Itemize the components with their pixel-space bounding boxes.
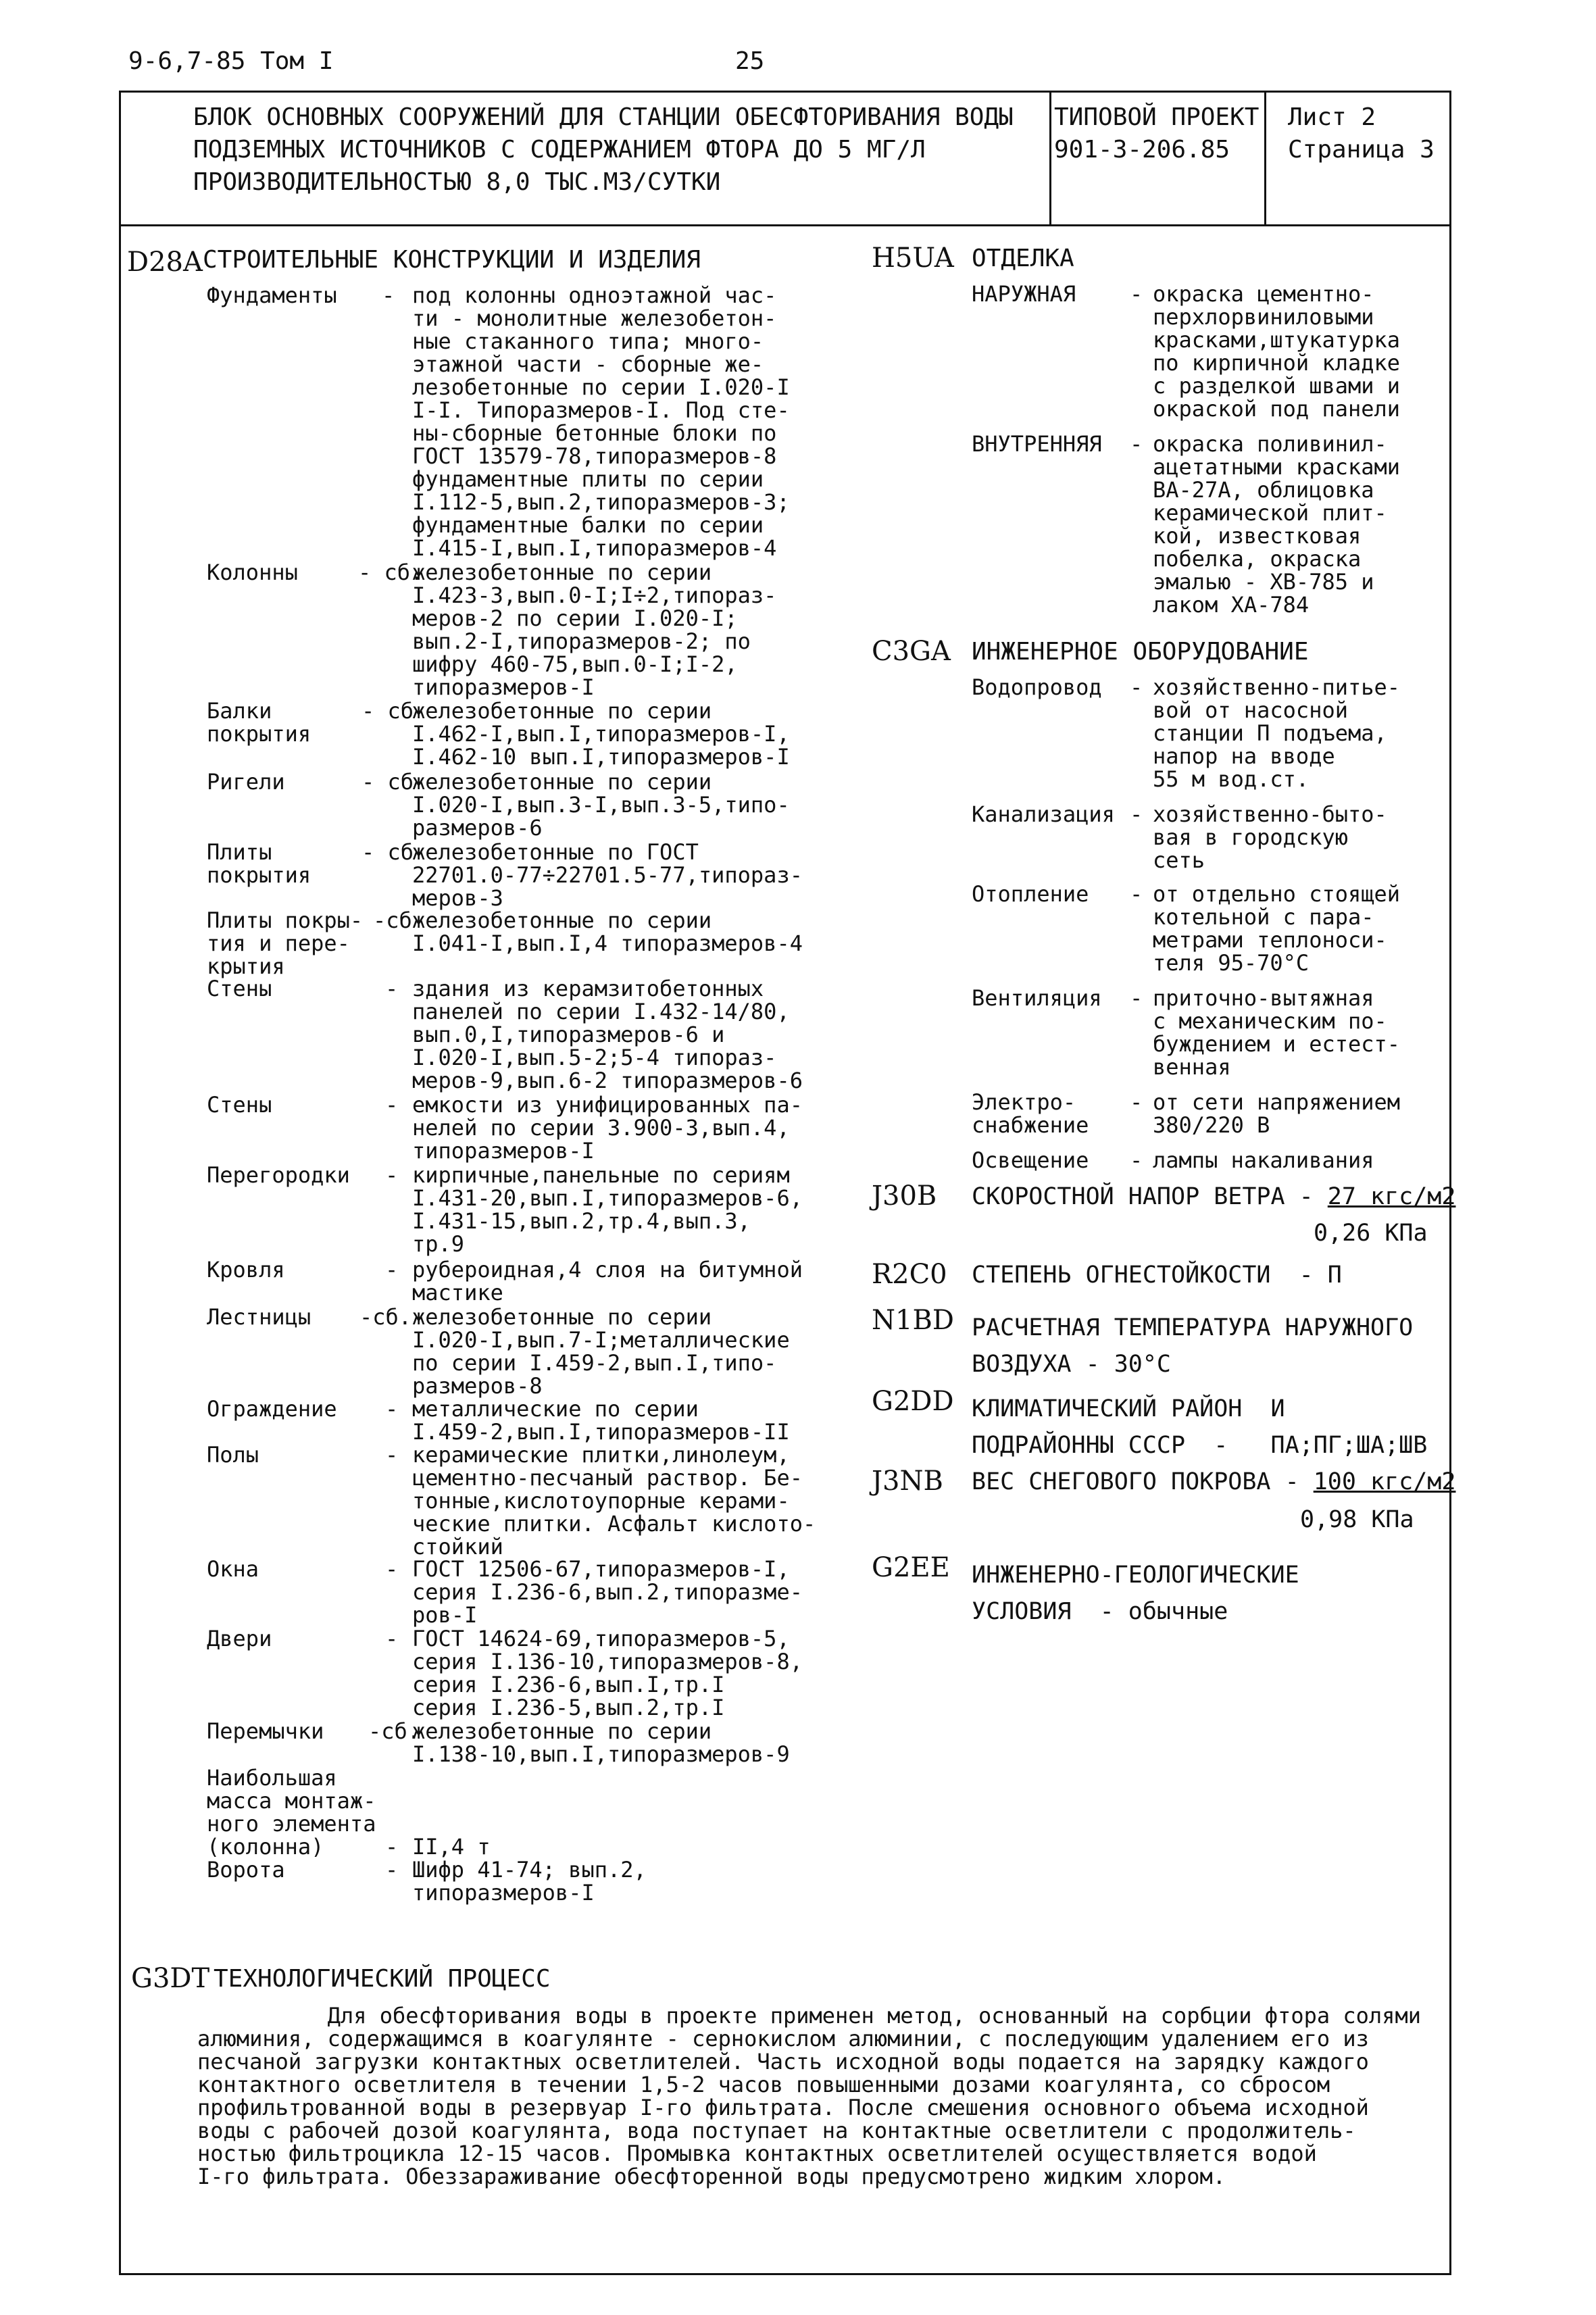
item-label: Плиты покры- тия и пере- крытия [207,907,364,979]
item-text: ГОСТ 12506-67,типоразмеров-I, серия I.236-6,вып.2,типоразме- ров-I [412,1556,803,1628]
climate-text: КЛИМАТИЧЕСКИЙ РАЙОН И ПОДРАЙОННЫ СССР - ПА;ПГ;ША;ШВ [972,1395,1428,1459]
item-label: Лестницы [207,1304,311,1330]
section-code: D28A [127,247,203,278]
item-label: Ворота [207,1857,285,1883]
item-label: Стены [207,1092,272,1118]
process-heading: ТЕХНОЛОГИЧЕСКИЙ ПРОЦЕСС [214,1965,551,1993]
project-title: БЛОК ОСНОВНЫХ СООРУЖЕНИЙ ДЛЯ СТАНЦИИ ОБЕСФТОРИВАНИЯ ВОДЫ ПОДЗЕМНЫХ ИСТОЧНИКОВ С СОДЕРЖАНИЕМ ФТОРА ДО 5 МГ/Л ПРОИЗВОДИТЕЛЬНОСТЬЮ 8,0 ТЫС.М3/СУТКИ [193,103,1014,196]
stamp-divider-1 [1049,91,1051,226]
item-dash: -сб. [368,1718,421,1744]
finish-dash: - [1130,431,1143,457]
item-label: Двери [207,1626,272,1651]
page-number: 25 [735,47,765,75]
item-dash: - сб [361,769,414,795]
item-label: Окна [207,1556,259,1582]
item-dash: - [385,1092,399,1118]
item-dash: - [385,1442,399,1468]
fire-code: R2C0 [872,1259,947,1290]
finish-heading: ОТДЕЛКА [972,245,1074,272]
geo-text: ИНЖЕНЕРНО-ГЕОЛОГИЧЕСКИЕ УСЛОВИЯ - обычные [972,1562,1299,1625]
eng-text: от отдельно стоящей котельной с пара- метрами теплоноси- теля 95-70°С [1153,881,1401,976]
frame-bottom [119,2273,1451,2275]
item-text: Шифр 41-74; вып.2, типоразмеров-I [412,1857,647,1906]
eng-text: приточно-вытяжная с механическим по- буждением и естест- венная [1153,985,1401,1080]
finish-outer-label: НАРУЖНАЯ [972,281,1076,307]
snow-code: J3NB [872,1466,943,1497]
item-dash: - [382,282,395,308]
item-dash: - [385,1834,399,1860]
eng-dash: - [1130,674,1143,700]
wind-value-kpa: 0,26 КПа [1314,1220,1428,1247]
item-text: железобетонные по серии I.020-I,вып.3-I,вып.3-5,типо- размеров-6 [412,769,790,841]
item-label: Плиты покрытия [207,839,311,888]
frame-top [119,91,1451,93]
item-dash: - сб. [358,559,424,585]
eng-label: Отопление [972,881,1089,907]
item-dash: - сб [361,698,414,724]
item-text: ГОСТ 14624-69,типоразмеров-5, серия I.136-10,типоразмеров-8, серия I.236-6,вып.I,тр.I серия I.236-5,вып.2,тр.I [412,1626,803,1720]
eng-dash: - [1130,881,1143,907]
eng-label: Канализация [972,801,1115,827]
eng-dash: - [1130,1147,1143,1173]
finish-dash: - [1130,281,1143,307]
item-text: здания из керамзитобетонных панелей по серии I.432-14/80, вып.0,I,типоразмеров-6 и I.020-I,вып.5-2;5-4 типораз- меров-9,вып.6-2 типоразмеров-6 [412,976,803,1093]
item-text: железобетонные по серии I.020-I,вып.7-I;металлические по серии I.459-2,вып.I,типо- размеров-8 [412,1304,790,1399]
eng-label: Освещение [972,1147,1089,1173]
item-label: Балки покрытия [207,698,311,747]
project-number: ТИПОВОЙ ПРОЕКТ 901-3-206.85 [1054,103,1260,164]
eng-text: хозяйственно-питье- вой от насосной станции П подъема, напор на вводе 55 м вод.ст. [1153,674,1401,792]
item-label: Ригели [207,769,285,795]
eng-text: от сети напряжением 380/220 В [1153,1089,1401,1138]
eng-text: лампы накаливания [1153,1147,1374,1173]
frame-left [119,91,121,2274]
item-dash: - [385,1396,399,1422]
item-dash: - сб [361,839,414,865]
item-text: железобетонные по серии I.423-3,вып.0-I;I÷2,типораз- меров-2 по серии I.020-I; вып.2-I,типоразмеров-2; по шифру 460-75,вып.0-I;I-2, типоразмеров-I [412,559,777,700]
item-label: Полы [207,1442,259,1468]
geo-code: G2EE [872,1552,950,1583]
item-label: Колонны [207,559,298,585]
finish-inner-label: ВНУТРЕННЯЯ [972,431,1102,457]
process-text: Для обесфторивания воды в проекте применен метод, основанный на сорбции фтора солями алюминия, содержащимся в коагулянте - сернокислом алюминии, с последующим удалением его из песчаной загрузки контактных осветлителей. Часть исходной воды подается на зарядку каждого контактного осветлителя в течении 1,5-2 часов повышенными дозами коагулянта, со сбросом профильтрованной воды в резервуар I-го фильтрата. После смешения основного объема исходной воды с рабочей дозой коагулянта, вода поступает на контактные осветлители с продолжитель- ностью фильтроцикла 12-15 часов. Промывка контактных осветлителей осуществляется водой I-го фильтрата. Обеззараживание обесфторенной воды предусмотрено жидким хлором. [197,2003,1421,2189]
snow-text: ВЕС СНЕГОВОГО ПОКРОВА - 100 кгс/м2 [972,1468,1456,1495]
item-text: металлические по серии I.459-2,вып.I,типоразмеров-II [412,1396,790,1445]
snow-value-kpa: 0,98 КПа [1300,1506,1414,1533]
item-dash: - [385,1162,399,1188]
eng-dash: - [1130,985,1143,1011]
temp-text: РАСЧЕТНАЯ ТЕМПЕРАТУРА НАРУЖНОГО ВОЗДУХА - 30°С [972,1314,1414,1378]
wind-value: 27 кгс/м2 [1327,1183,1456,1210]
item-text: железобетонные по серии I.041-I,вып.I,4 типоразмеров-4 [412,907,803,956]
item-text: емкости из унифицированных па- нелей по серии 3.900-3,вып.4, типоразмеров-I [412,1092,803,1164]
stamp-bottom [119,224,1451,226]
finish-inner-text: окраска поливинил- ацетатными красками ВА-27А, облицовка керамической плит- кой, известковая побелка, окраска эмалью - ХВ-785 и лаком ХА-784 [1153,431,1401,618]
item-text: керамические плитки,линолеум, цементно-песчаный раствор. Бе- тонные,кислотоупорные керами- ческие плитки. Асфальт кислото- стойкий [412,1442,816,1560]
item-text: II,4 т [412,1834,491,1860]
item-dash: - [385,1556,399,1582]
item-label: Фундаменты [207,282,337,308]
fire-text: СТЕПЕНЬ ОГНЕСТОЙКОСТИ - П [972,1262,1342,1289]
stamp-divider-2 [1264,91,1266,226]
climate-code: G2DD [872,1386,954,1417]
doc-code: 9-6,7-85 Том I [128,47,334,75]
engineering-code: C3GA [872,636,951,667]
item-label: Кровля [207,1257,285,1283]
wind-code: J30B [872,1180,937,1212]
eng-dash: - [1130,801,1143,827]
item-text: железобетонные по ГОСТ 22701.0-77÷22701.5-77,типораз- меров-3 [412,839,803,911]
item-label: Ограждение [207,1396,337,1422]
item-dash: - [385,1257,399,1283]
finish-outer-text: окраска цементно- перхлорвиниловыми красками,штукатурка по кирпичной кладке с разделкой швами и окраской под панели [1153,281,1401,422]
item-label: Стены [207,976,272,1001]
frame-right [1449,91,1451,2274]
eng-text: хозяйственно-быто- вая в городскую сеть [1153,801,1387,873]
sheet-info: Лист 2 Страница 3 [1288,103,1435,164]
wind-text: СКОРОСТНОЙ НАПОР ВЕТРА - 27 кгс/м2 [972,1183,1456,1210]
section-heading: СТРОИТЕЛЬНЫЕ КОНСТРУКЦИИ И ИЗДЕЛИЯ [203,246,701,274]
temp-code: N1BD [872,1305,954,1336]
eng-dash: - [1130,1089,1143,1115]
snow-value: 100 кгс/м2 [1313,1468,1456,1495]
item-text: кирпичные,панельные по сериям I.431-20,вып.I,типоразмеров-6, I.431-15,вып.2,тр.4,вып.3, тр.9 [412,1162,803,1257]
item-label: Перемычки [207,1718,324,1744]
item-dash: -сб. [359,1304,412,1330]
eng-label: Вентиляция [972,985,1102,1011]
item-label: Наибольшая масса монтаж- ного элемента (колонна) [207,1765,376,1860]
item-text: под колонны одноэтажной час- ти - монолитные железобетон- ные стаканного типа; много- этажной части - сборные же- лезобетонные по серии I.020-I I-I. Типоразмеров-I. Под сте- ны-сборные бетонные блоки по ГОСТ 13579-78,типоразмеров-8 фундаментные плиты по серии I.112-5,вып.2,типоразмеров-3; фундаментные балки по серии I.415-I,вып.I,типоразмеров-4 [412,282,790,561]
item-dash: - [385,976,399,1001]
process-code: G3DT [131,1963,210,1994]
finish-code: H5UA [872,243,954,274]
item-dash: -сб [373,907,412,933]
item-dash: - [385,1626,399,1651]
engineering-heading: ИНЖЕНЕРНОЕ ОБОРУДОВАНИЕ [972,638,1309,666]
item-text: железобетонные по серии I.138-10,вып.I,типоразмеров-9 [412,1718,790,1767]
item-label: Перегородки [207,1162,350,1188]
eng-label: Водопровод [972,674,1102,700]
item-text: рубероидная,4 слоя на битумной мастике [412,1257,803,1305]
item-text: железобетонные по серии I.462-I,вып.I,типоразмеров-I, I.462-10 вып.I,типоразмеров-I [412,698,790,770]
eng-label: Электро- снабжение [972,1089,1089,1138]
item-dash: - [385,1857,399,1883]
